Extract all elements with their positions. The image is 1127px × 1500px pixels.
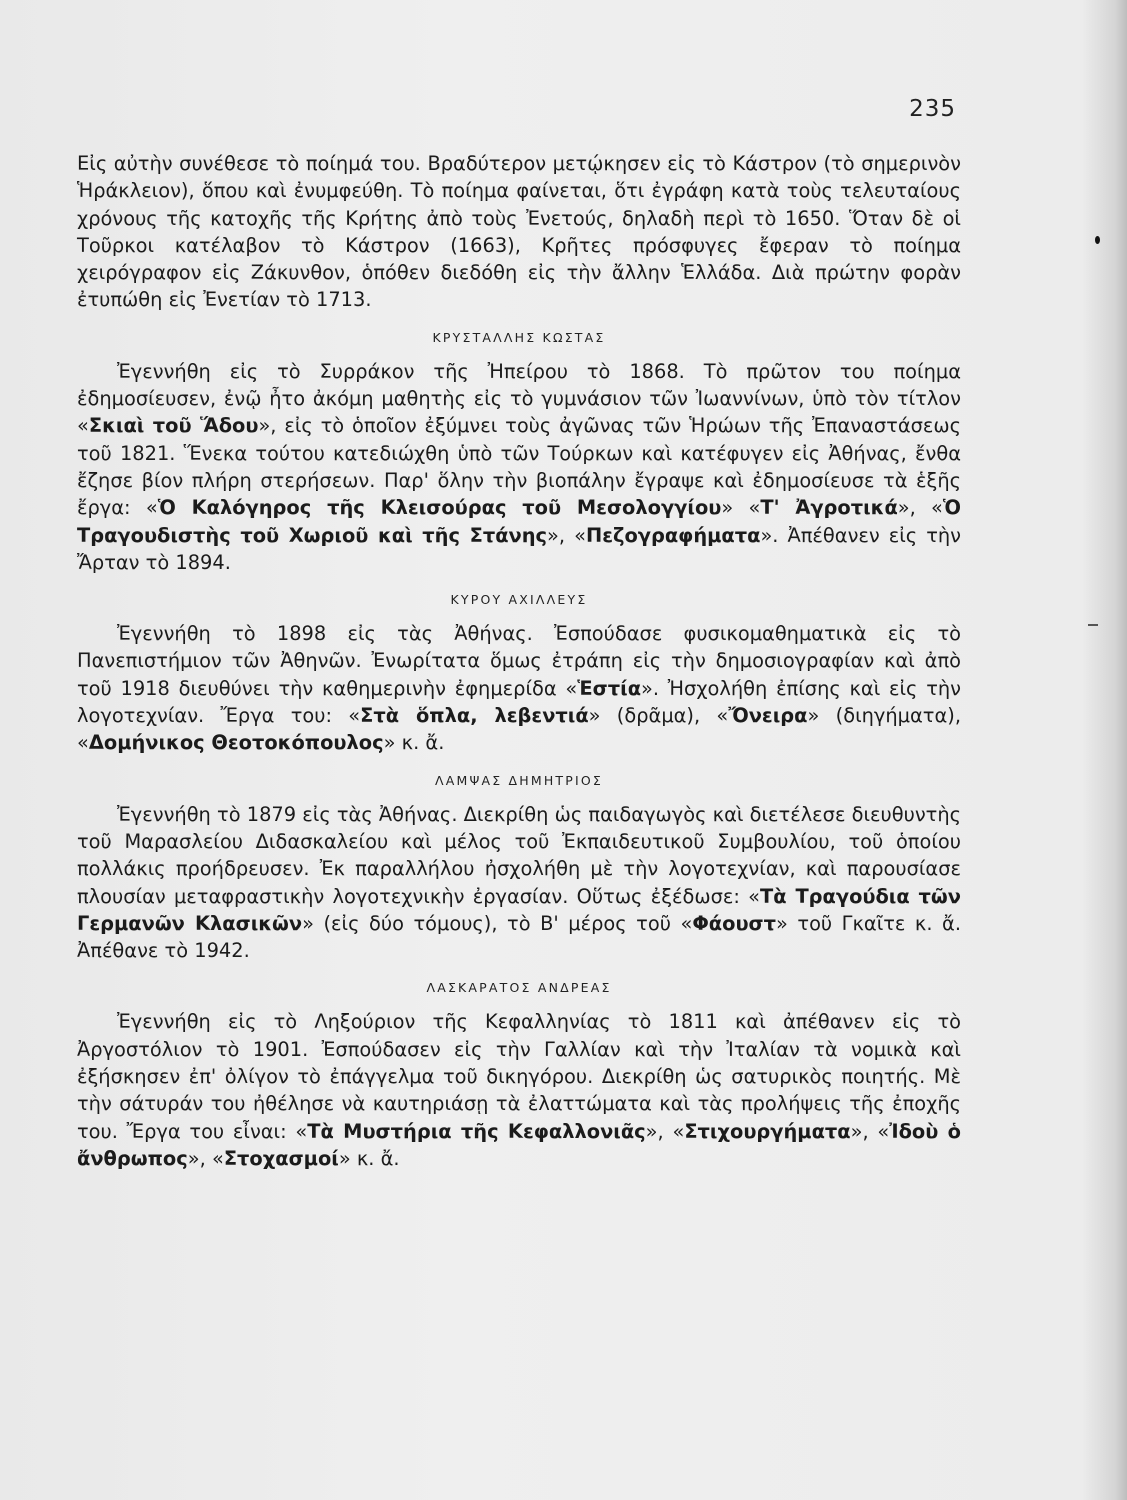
- work-title: Στοχασμοί: [223, 1146, 339, 1170]
- work-title: Ὁ Τραγουδιστὴς τοῦ Χωριοῦ καὶ τῆς Στάνης: [77, 496, 962, 547]
- intro-paragraph: [77, 150, 961, 314]
- work-title: Τὰ Τραγούδια τῶν Γερμανῶν Κλασικῶν: [77, 884, 961, 935]
- text-span: » κ. ἄ.: [338, 1146, 400, 1170]
- section-paragraph-krystallis: [77, 358, 961, 576]
- section-heading-laskaratos: ΛΑΣΚΑΡΑΤΟΣ ΑΝΔΡΕΑΣ: [426, 980, 612, 996]
- text-span: Ἐγεννήθη εἰς τὸ Ληξούριον τῆς Κεφαλληνίας τὸ 1811 καὶ ἀπέθανεν εἰς τὸ Ἀργοστόλιον τὸ 1901. Ἐσπούδασεν εἰς τὴν Γαλλίαν καὶ τὴν Ἰταλίαν τὰ νομικὰ καὶ ἐξήσκησεν ἐπ' ὀλίγον τὸ ἐπάγγελμα τοῦ δικηγόρου. Διεκρίθη ὡς σατυρικὸς ποιητής. Μὲ τὴν σάτυράν του ἠθέλησε νὰ καυτηριάσῃ τὰ ἐλαττώματα καὶ τὰς προλήψεις τῆς ἐποχῆς του. Ἔργα του εἶναι: «: [77, 1010, 961, 1143]
- text-span: Ἐγεννήθη τὸ 1898 εἰς τὰς Ἀθήνας. Ἐσπούδασε φυσικομαθηματικὰ εἰς τὸ Πανεπιστήμιον τῶν Ἀθηνῶν. Ἐνωρίτατα ὅμως ἐτράπη εἰς τὴν δημοσιογραφίαν καὶ ἀπὸ τοῦ 1918 διευθύνει τὴν καθημερινὴν ἐφημερίδα «: [77, 622, 961, 700]
- work-title: Φάουστ: [692, 911, 777, 935]
- text-span: » (δρᾶμα), «: [588, 704, 729, 728]
- work-title: Δομήνικος Θεοτοκόπουλος: [88, 731, 384, 755]
- page-number: 235: [909, 96, 956, 122]
- text-span: » «: [721, 496, 761, 520]
- text-span: Ἐγεννήθη εἰς τὸ Συρράκον τῆς Ἠπείρου τὸ 1868. Τὸ πρῶτον του ποίημα ἐδημοσίευσεν, ἐνῷ ἦτο ἀκόμη μαθητὴς εἰς τὸ γυμνάσιον τῶν Ἰωαννίνων, ὑπὸ τὸν τίτλον «: [77, 359, 961, 438]
- section-paragraph-laskaratos: [77, 1008, 961, 1172]
- work-title: Τ' Ἀγροτικά: [760, 496, 898, 520]
- text-span: », «: [645, 1119, 685, 1143]
- work-title: Ὁ Καλόγηρος τῆς Κλεισούρας τοῦ Μεσολογγίου: [157, 496, 722, 520]
- text-span: » τοῦ Γκαῖτε κ. ἄ. Ἀπέθανε τὸ 1942.: [77, 911, 961, 963]
- work-title: Ὄνειρα: [728, 704, 808, 728]
- intro-text: Εἰς αὐτὴν συνέθεσε τὸ ποίημά του. Βραδύτερον μετῴκησεν εἰς τὸ Κάστρον (τὸ σημερινὸν Ἡράκλειον), ὅπου καὶ ἐνυμφεύθη. Τὸ ποίημα φαίνεται, ὅτι ἐγράφη κατὰ τοὺς τελευταίους χρόνους τῆς κατοχῆς τῆς Κρήτης ἀπὸ τοὺς Ἐνετούς, δηλαδὴ περὶ τὸ 1650. Ὅταν δὲ οἱ Τοῦρκοι κατέλαβον τὸ Κάστρον (1663), Κρῆτες πρόσφυγες ἔφεραν τὸ ποίημα χειρόγραφον εἰς Ζάκυνθον, ὁπόθεν διεδόθη εἰς τὴν ἄλλην Ἑλλάδα. Διὰ πρώτην φορὰν ἐτυπώθη εἰς Ἐνετίαν τὸ 1713.: [77, 152, 961, 312]
- section-heading-krystallis: ΚΡΥΣΤΑΛΛΗΣ ΚΩΣΤΑΣ: [432, 329, 606, 345]
- work-title: Σκιαὶ τοῦ Ἅδου: [88, 414, 259, 438]
- section-paragraph-kyrou: [77, 620, 961, 756]
- margin-dash-mark: [1088, 624, 1098, 626]
- text-span: » (διηγήματα), «: [77, 704, 961, 755]
- text-span: », «: [187, 1146, 224, 1170]
- section-heading-lampsas: ΛΑΜΨΑΣ ΔΗΜΗΤΡΙΟΣ: [434, 772, 604, 788]
- work-title: Ἰδοὺ ὁ ἄνθρωπος: [77, 1119, 961, 1170]
- section-heading-kyrou: ΚΥΡΟΥ ΑΧΙΛΛΕΥΣ: [450, 592, 588, 608]
- work-title: Ἑστία: [577, 676, 642, 700]
- text-span: », «: [897, 496, 943, 520]
- text-span: ». Ἠσχολήθη ἐπίσης καὶ εἰς τὴν λογοτεχνίαν. Ἔργα του: «: [77, 676, 961, 728]
- text-span: » κ. ἄ.: [383, 731, 445, 755]
- work-title: Πεζογραφήματα: [585, 523, 761, 547]
- text-span: ». Ἀπέθανεν εἰς τὴν Ἄρταν τὸ 1894.: [77, 523, 961, 574]
- work-title: Στιχουργήματα: [684, 1119, 851, 1143]
- text-span: Ἐγεννήθη τὸ 1879 εἰς τὰς Ἀθήνας. Διεκρίθη ὡς παιδαγωγὸς καὶ διετέλεσε διευθυντὴς τοῦ Μαρασλείου Διδασκαλείου καὶ μέλος τοῦ Ἐκπαιδευτικοῦ Συμβουλίου, τοῦ ὁποίου πολλάκις προήδρευσεν. Ἐκ παραλλήλου ἠσχολήθη μὲ τὴν λογοτεχνίαν, καὶ παρουσίασε πλουσίαν μεταφραστικὴν λογοτεχνικὴν ἐργασίαν. Οὕτως ἐξέδωσε: «: [77, 802, 961, 908]
- work-title: Τὰ Μυστήρια τῆς Κεφαλλονιᾶς: [307, 1119, 646, 1143]
- section-paragraph-lampsas: [77, 801, 961, 965]
- page-content: [77, 150, 961, 1172]
- text-span: », «: [850, 1119, 890, 1143]
- work-title: Στὰ ὅπλα, λεβεντιά: [360, 704, 589, 728]
- ink-dot-mark: [1095, 236, 1100, 244]
- text-span: » (εἰς δύο τόμους), τὸ Β' μέρος τοῦ «: [302, 911, 693, 935]
- text-span: », «: [547, 523, 586, 547]
- text-span: », εἰς τὸ ὁποῖον ἐξύμνει τοὺς ἀγῶνας τῶν Ἡρώων τῆς Ἐπαναστάσεως τοῦ 1821. Ἕνεκα τούτου κατεδιώχθη ὑπὸ τῶν Τούρκων καὶ κατέφυγεν εἰς Ἀθήνας, ἔνθα ἔζησε βίον πλήρη στερήσεων. Παρ' ὅλην τὴν βιοπάλην ἔγραψε καὶ ἐδημοσίευσε τὰ ἑξῆς ἔργα: «: [77, 414, 961, 520]
